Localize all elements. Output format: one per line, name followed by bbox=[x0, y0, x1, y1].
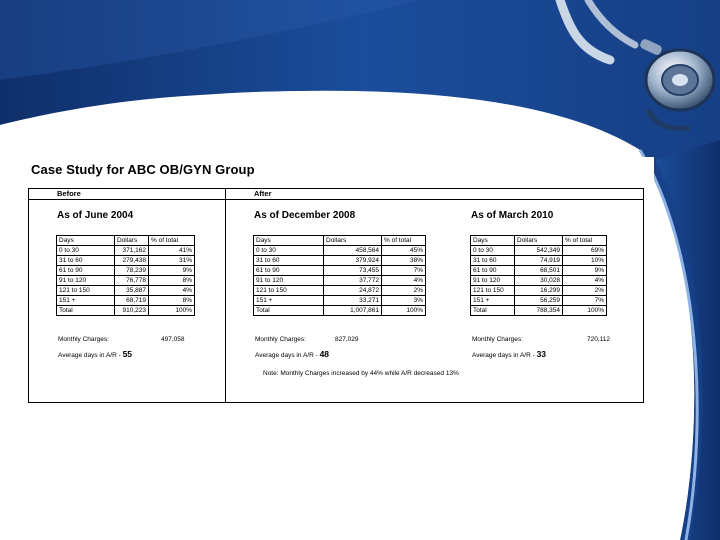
table-row bbox=[471, 286, 607, 296]
percent-cell: 100% bbox=[382, 306, 426, 316]
dollars-cell: 371,162 bbox=[115, 246, 149, 256]
average-days-value: 33 bbox=[536, 349, 547, 359]
days-cell: 151 + bbox=[57, 296, 115, 306]
column-header-days: Days bbox=[254, 236, 324, 246]
days-cell: 0 to 30 bbox=[57, 246, 115, 256]
column-header-percent: % of total bbox=[563, 236, 607, 246]
average-days-label: Average days in A/R - bbox=[255, 352, 318, 359]
before-after-divider bbox=[225, 189, 226, 402]
column-header-percent: % of total bbox=[149, 236, 195, 246]
dollars-cell: 78,239 bbox=[115, 266, 149, 276]
percent-cell: 3% bbox=[382, 296, 426, 306]
monthly-charges-june-2004 bbox=[58, 336, 192, 343]
percent-cell: 8% bbox=[149, 276, 195, 286]
table-row bbox=[471, 296, 607, 306]
monthly-charges-label: Monthly Charges: bbox=[472, 336, 523, 343]
days-cell: 151 + bbox=[471, 296, 515, 306]
days-cell: 121 to 150 bbox=[57, 286, 115, 296]
days-cell: Total bbox=[471, 306, 515, 316]
average-days-value: 55 bbox=[122, 349, 133, 359]
dollars-cell: 24,872 bbox=[324, 286, 382, 296]
average-days-label: Average days in A/R - bbox=[58, 352, 121, 359]
average-days-june-2004 bbox=[58, 349, 132, 359]
table-row bbox=[254, 266, 426, 276]
percent-cell: 2% bbox=[563, 286, 607, 296]
ar-table-march-2010 bbox=[470, 235, 607, 316]
dollars-cell: 542,349 bbox=[515, 246, 563, 256]
dollars-cell: 910,223 bbox=[115, 306, 149, 316]
period-title-june-2004: As of June 2004 bbox=[57, 210, 134, 221]
ar-table-june-2004 bbox=[56, 235, 195, 316]
average-days-dec-2008 bbox=[255, 349, 329, 359]
dollars-cell: 37,772 bbox=[324, 276, 382, 286]
percent-cell: 100% bbox=[149, 306, 195, 316]
table-row bbox=[471, 266, 607, 276]
dollars-cell: 56,259 bbox=[515, 296, 563, 306]
days-cell: 91 to 120 bbox=[254, 276, 324, 286]
dollars-cell: 788,354 bbox=[515, 306, 563, 316]
table-header-row bbox=[57, 236, 195, 246]
percent-cell: 8% bbox=[149, 296, 195, 306]
days-cell: 0 to 30 bbox=[471, 246, 515, 256]
case-study-panel bbox=[18, 157, 654, 413]
monthly-charges-value: 497,058 bbox=[161, 336, 185, 343]
table-row bbox=[254, 256, 426, 266]
table-total-row bbox=[57, 306, 195, 316]
dollars-cell: 279,438 bbox=[115, 256, 149, 266]
table-total-row bbox=[471, 306, 607, 316]
stethoscope-image bbox=[540, 0, 720, 150]
table-row bbox=[57, 286, 195, 296]
percent-cell: 41% bbox=[149, 246, 195, 256]
dollars-cell: 35,887 bbox=[115, 286, 149, 296]
percent-cell: 69% bbox=[563, 246, 607, 256]
days-cell: 91 to 120 bbox=[57, 276, 115, 286]
dollars-cell: 74,919 bbox=[515, 256, 563, 266]
table-row bbox=[57, 296, 195, 306]
percent-cell: 2% bbox=[382, 286, 426, 296]
table-header-row bbox=[471, 236, 607, 246]
days-cell: Total bbox=[254, 306, 324, 316]
percent-cell: 31% bbox=[149, 256, 195, 266]
note-text: Note: Monthly Charges increased by 44% while A/R decreased 13% bbox=[263, 370, 459, 377]
table-row bbox=[57, 256, 195, 266]
column-header-days: Days bbox=[471, 236, 515, 246]
percent-cell: 100% bbox=[563, 306, 607, 316]
column-header-dollars: Dollars bbox=[324, 236, 382, 246]
table-row bbox=[471, 276, 607, 286]
days-cell: 31 to 60 bbox=[57, 256, 115, 266]
average-days-value: 48 bbox=[319, 349, 330, 359]
percent-cell: 45% bbox=[382, 246, 426, 256]
days-cell: 0 to 30 bbox=[254, 246, 324, 256]
table-row bbox=[471, 256, 607, 266]
column-header-days: Days bbox=[57, 236, 115, 246]
percent-cell: 4% bbox=[382, 276, 426, 286]
dollars-cell: 16,299 bbox=[515, 286, 563, 296]
dollars-cell: 30,028 bbox=[515, 276, 563, 286]
percent-cell: 4% bbox=[149, 286, 195, 296]
period-title-dec-2008: As of December 2008 bbox=[254, 210, 356, 221]
column-header-dollars: Dollars bbox=[515, 236, 563, 246]
table-total-row bbox=[254, 306, 426, 316]
percent-cell: 7% bbox=[563, 296, 607, 306]
days-cell: 61 to 90 bbox=[57, 266, 115, 276]
monthly-charges-dec-2008 bbox=[255, 336, 405, 343]
monthly-charges-label: Monthly Charges: bbox=[58, 336, 109, 343]
table-row bbox=[471, 246, 607, 256]
monthly-charges-value: 827,029 bbox=[335, 336, 359, 343]
days-cell: 61 to 90 bbox=[471, 266, 515, 276]
monthly-charges-value: 720,112 bbox=[587, 336, 611, 343]
table-row bbox=[254, 296, 426, 306]
days-cell: 91 to 120 bbox=[471, 276, 515, 286]
days-cell: 31 to 60 bbox=[471, 256, 515, 266]
table-row bbox=[57, 266, 195, 276]
days-cell: 121 to 150 bbox=[471, 286, 515, 296]
average-days-label: Average days in A/R - bbox=[472, 352, 535, 359]
table-row bbox=[254, 246, 426, 256]
column-header-percent: % of total bbox=[382, 236, 426, 246]
table-row bbox=[254, 286, 426, 296]
days-cell: Total bbox=[57, 306, 115, 316]
monthly-charges-label: Monthly Charges: bbox=[255, 336, 306, 343]
table-row bbox=[254, 276, 426, 286]
percent-cell: 38% bbox=[382, 256, 426, 266]
table-row bbox=[57, 246, 195, 256]
days-cell: 151 + bbox=[254, 296, 324, 306]
percent-cell: 9% bbox=[563, 266, 607, 276]
case-study-frame bbox=[28, 188, 644, 403]
dollars-cell: 1,007,861 bbox=[324, 306, 382, 316]
dollars-cell: 379,924 bbox=[324, 256, 382, 266]
percent-cell: 10% bbox=[563, 256, 607, 266]
table-header-row bbox=[254, 236, 426, 246]
header-divider bbox=[29, 199, 643, 200]
percent-cell: 9% bbox=[149, 266, 195, 276]
table-row bbox=[57, 276, 195, 286]
monthly-charges-march-2010 bbox=[472, 336, 612, 343]
column-header-dollars: Dollars bbox=[115, 236, 149, 246]
days-cell: 31 to 60 bbox=[254, 256, 324, 266]
days-cell: 61 to 90 bbox=[254, 266, 324, 276]
percent-cell: 4% bbox=[563, 276, 607, 286]
page-title: Case Study for ABC OB/GYN Group bbox=[31, 162, 255, 177]
dollars-cell: 458,564 bbox=[324, 246, 382, 256]
dollars-cell: 68,719 bbox=[115, 296, 149, 306]
percent-cell: 7% bbox=[382, 266, 426, 276]
dollars-cell: 76,778 bbox=[115, 276, 149, 286]
dollars-cell: 33,271 bbox=[324, 296, 382, 306]
dollars-cell: 73,455 bbox=[324, 266, 382, 276]
dollars-cell: 68,501 bbox=[515, 266, 563, 276]
period-title-march-2010: As of March 2010 bbox=[471, 210, 554, 221]
before-label: Before bbox=[57, 189, 81, 198]
average-days-march-2010 bbox=[472, 349, 546, 359]
ar-table-dec-2008 bbox=[253, 235, 426, 316]
after-label: After bbox=[254, 189, 272, 198]
days-cell: 121 to 150 bbox=[254, 286, 324, 296]
